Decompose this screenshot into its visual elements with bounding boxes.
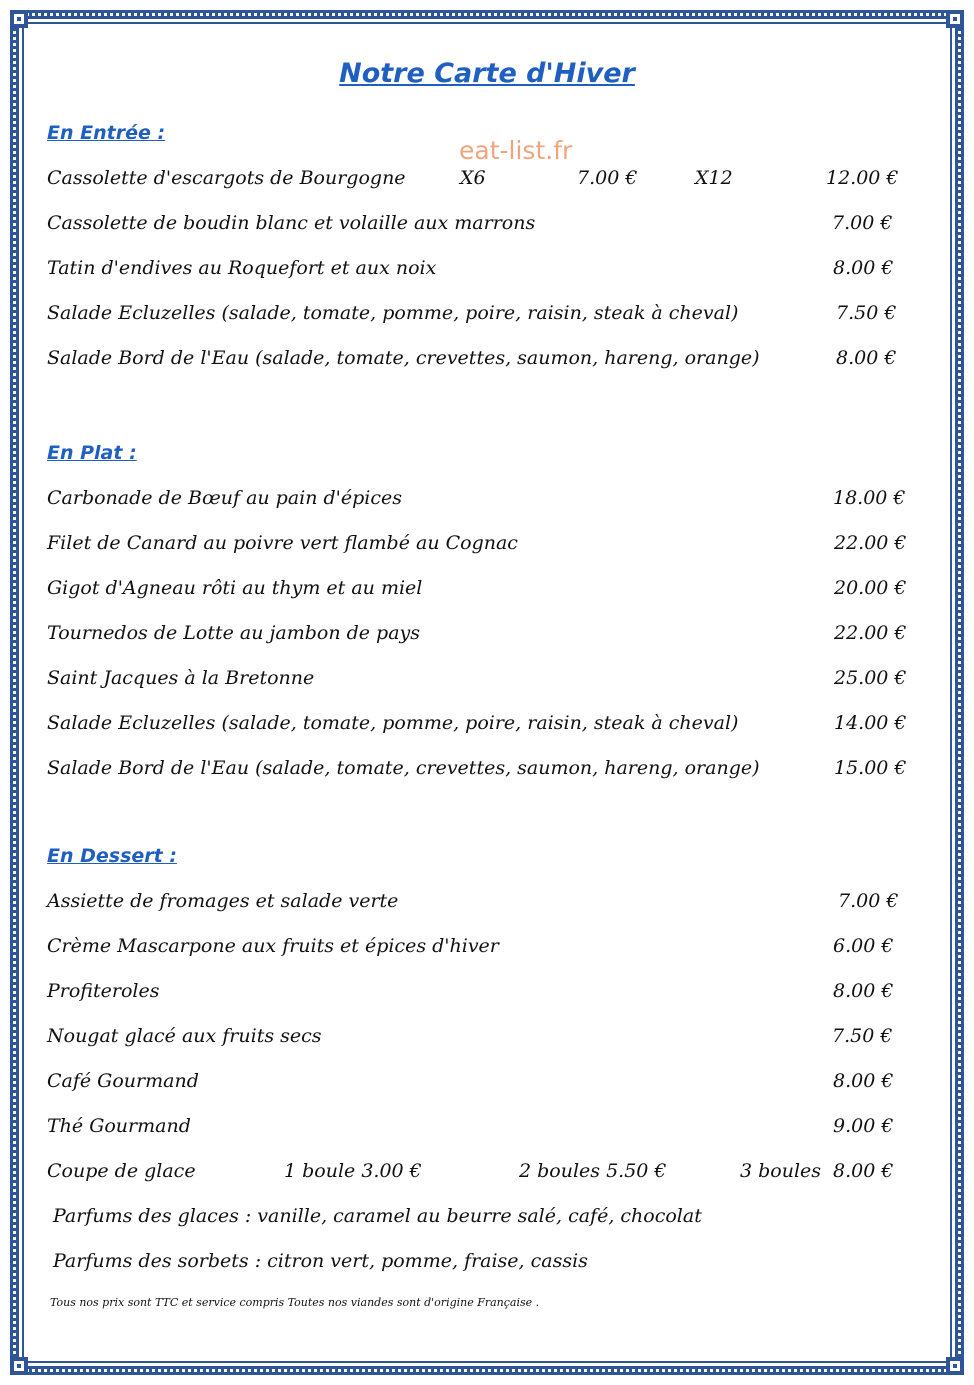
menu-item-name: Crème Mascarpone aux fruits et épices d'hiver xyxy=(47,935,499,957)
menu-item-option-label: X12 xyxy=(695,167,733,189)
menu-item-price: 8.00 € xyxy=(833,257,894,279)
menu-item-price: 7.50 € xyxy=(832,1025,893,1047)
menu-item-price: 14.00 € xyxy=(834,712,907,734)
menu-item-price: 7.50 € xyxy=(836,302,897,324)
menu-item-name: Saint Jacques à la Bretonne xyxy=(47,667,315,689)
menu-item-name: Salade Ecluzelles (salade, tomate, pomme, poire, raisin, steak à cheval) xyxy=(47,302,739,324)
menu-item-name: Cassolette de boudin blanc et volaille aux marrons xyxy=(47,212,536,234)
menu-item-name: Coupe de glace xyxy=(47,1160,196,1182)
menu-item-price: 25.00 € xyxy=(834,667,907,689)
menu-item-name: Cassolette d'escargots de Bourgogne xyxy=(47,167,406,189)
menu-item-option-label: X6 xyxy=(460,167,486,189)
menu-item-price: 7.00 € xyxy=(838,890,899,912)
corner-ornament-icon xyxy=(946,10,964,28)
menu-item-price: 8.00 € xyxy=(833,980,894,1002)
menu-item-price: 20.00 € xyxy=(834,577,907,599)
menu-item-option: 3 boules xyxy=(740,1160,822,1182)
corner-ornament-icon xyxy=(946,1357,964,1375)
page-title: Notre Carte d'Hiver xyxy=(339,58,635,89)
menu-item-name: Café Gourmand xyxy=(47,1070,199,1092)
menu-item-price: 18.00 € xyxy=(833,487,906,509)
menu-item-price: 15.00 € xyxy=(834,757,907,779)
section-title-plat: En Plat : xyxy=(47,442,137,464)
menu-item-name: Assiette de fromages et salade verte xyxy=(47,890,399,912)
section-title-dessert: En Dessert : xyxy=(47,845,177,867)
menu-item-name: Salade Ecluzelles (salade, tomate, pomme, poire, raisin, steak à cheval) xyxy=(47,712,739,734)
menu-item-price: 9.00 € xyxy=(833,1115,894,1137)
menu-item-price: 22.00 € xyxy=(834,622,907,644)
menu-item-name: Thé Gourmand xyxy=(47,1115,191,1137)
menu-item-option-price: 7.00 € xyxy=(577,167,638,189)
menu-item-price: 6.00 € xyxy=(833,935,894,957)
footer-note: Tous nos prix sont TTC et service compris Toutes nos viandes sont d'origine Française . xyxy=(50,1296,540,1309)
menu-item-name: Carbonade de Bœuf au pain d'épices xyxy=(47,487,403,509)
menu-item-name: Salade Bord de l'Eau (salade, tomate, crevettes, saumon, hareng, orange) xyxy=(47,347,760,369)
flavor-note: Parfums des glaces : vanille, caramel au beurre salé, café, chocolat xyxy=(53,1205,702,1227)
menu-item-price: 22.00 € xyxy=(834,532,907,554)
section-title-entree: En Entrée : xyxy=(47,122,166,144)
menu-item-name: Profiteroles xyxy=(47,980,160,1002)
menu-item-name: Tournedos de Lotte au jambon de pays xyxy=(47,622,421,644)
menu-item-name: Tatin d'endives au Roquefort et aux noix xyxy=(47,257,437,279)
menu-item-price: 8.00 € xyxy=(833,1070,894,1092)
watermark: eat-list.fr xyxy=(459,136,573,165)
menu-item-name: Gigot d'Agneau rôti au thym et au miel xyxy=(47,577,423,599)
menu-item-name: Nougat glacé aux fruits secs xyxy=(47,1025,322,1047)
corner-ornament-icon xyxy=(10,10,28,28)
menu-item-option: 1 boule 3.00 € xyxy=(284,1160,422,1182)
menu-item-price: 12.00 € xyxy=(826,167,899,189)
corner-ornament-icon xyxy=(10,1357,28,1375)
menu-item-name: Salade Bord de l'Eau (salade, tomate, crevettes, saumon, hareng, orange) xyxy=(47,757,760,779)
menu-item-name: Filet de Canard au poivre vert flambé au Cognac xyxy=(47,532,518,554)
menu-item-price: 8.00 € xyxy=(833,1160,894,1182)
menu-item-price: 7.00 € xyxy=(832,212,893,234)
menu-item-price: 8.00 € xyxy=(836,347,897,369)
menu-item-option: 2 boules 5.50 € xyxy=(519,1160,667,1182)
flavor-note: Parfums des sorbets : citron vert, pomme, fraise, cassis xyxy=(53,1250,588,1272)
